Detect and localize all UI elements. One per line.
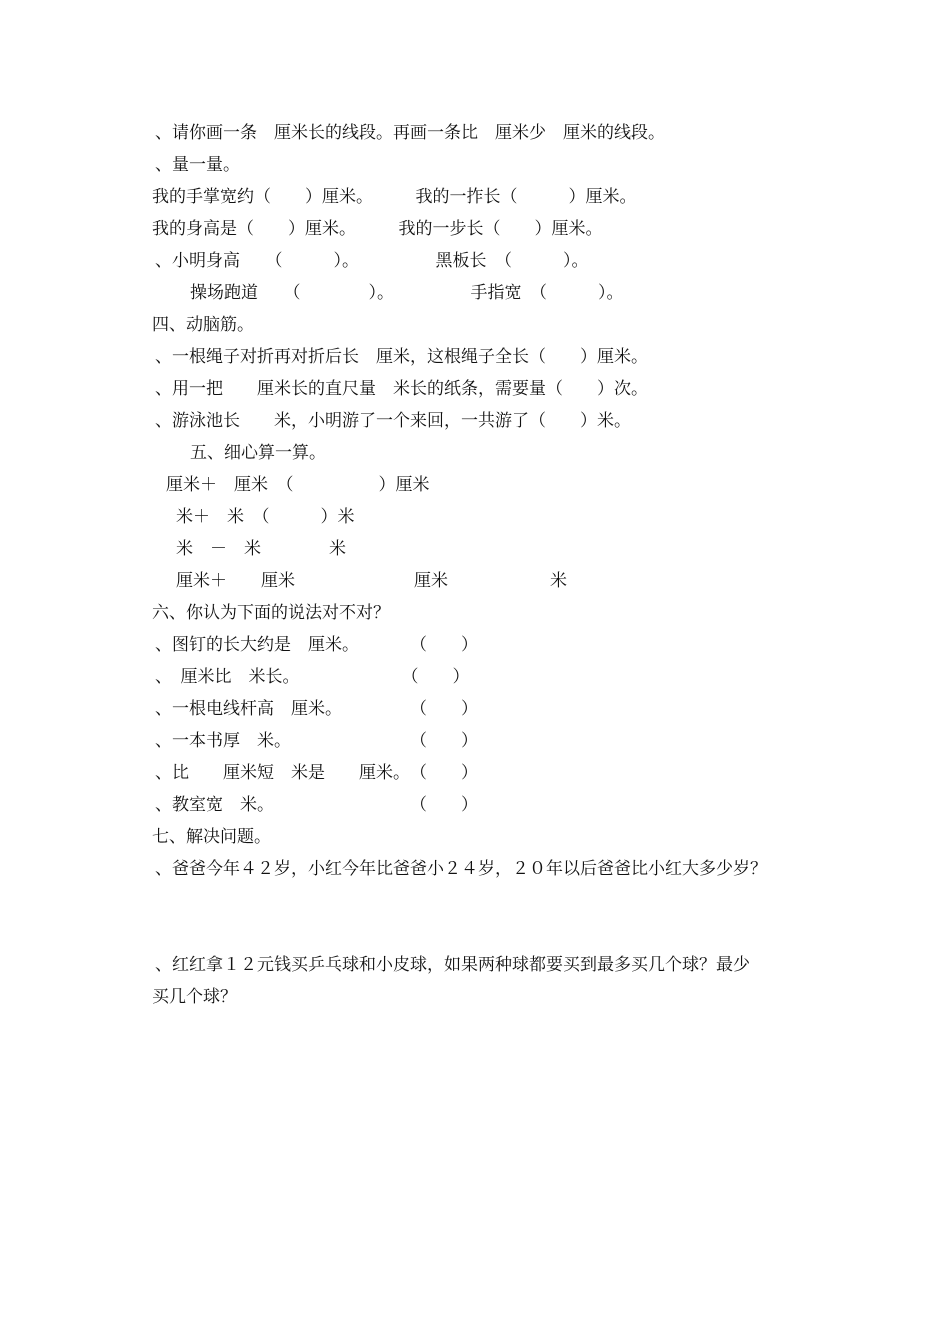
q-measure-heading: 、量一量。 bbox=[155, 155, 240, 175]
brain-q-ruler: 、用一把 厘米长的直尺量 米长的纸条，需要量（ ）次。 bbox=[155, 379, 648, 399]
section-four-heading: 四、动脑筋。 bbox=[152, 315, 254, 335]
judge-item-3: 、一根电线杆高 厘米。 （ ） bbox=[155, 699, 478, 719]
section-six-heading: 六、你认为下面的说法对不对？ bbox=[152, 603, 390, 623]
judge-item-4: 、一本书厚 米。 （ ） bbox=[155, 731, 478, 751]
brain-q-pool: 、游泳池长 米，小明游了一个来回，一共游了（ ）米。 bbox=[155, 411, 631, 431]
problem-balls: 、红红拿１２元钱买乒乓球和小皮球，如果两种球都要买到最多买几个球？最少 bbox=[155, 955, 750, 975]
calc-row-1: 厘米＋ 厘米 （ ）厘米 bbox=[166, 475, 430, 495]
calc-row-3: 米 － 米 米 bbox=[176, 539, 346, 559]
q-draw-line-segments: 、请你画一条 厘米长的线段。再画一条比 厘米少 厘米的线段。 bbox=[155, 123, 665, 143]
judge-item-6: 、教室宽 米。 （ ） bbox=[155, 795, 478, 815]
brain-q-rope: 、一根绳子对折再对折后长 厘米，这根绳子全长（ ）厘米。 bbox=[155, 347, 648, 367]
section-five-heading: 五、细心算一算。 bbox=[190, 443, 326, 463]
problem-balls-cont: 买几个球？ bbox=[152, 987, 237, 1007]
unit-fill-row-2: 操场跑道 （ ）。 手指宽 （ ）。 bbox=[190, 283, 624, 303]
judge-item-5: 、比 厘米短 米是 厘米。 （ ） bbox=[155, 763, 478, 783]
measure-row-height-step: 我的身高是（ ）厘米。 我的一步长（ ）厘米。 bbox=[152, 219, 603, 239]
problem-age: 、爸爸今年４２岁，小红今年比爸爸小２４岁，２０年以后爸爸比小红大多少岁？ bbox=[155, 859, 767, 879]
measure-row-hand-span: 我的手掌宽约（ ）厘米。 我的一拃长（ ）厘米。 bbox=[152, 187, 637, 207]
judge-item-2: 、 厘米比 米长。 （ ） bbox=[155, 667, 470, 687]
calc-row-4: 厘米＋ 厘米 厘米 米 bbox=[176, 571, 567, 591]
calc-row-2: 米＋ 米 （ ）米 bbox=[176, 507, 355, 527]
section-seven-heading: 七、解决问题。 bbox=[152, 827, 271, 847]
unit-fill-row-1: 、小明身高 （ ）。 黑板长 （ ）。 bbox=[155, 251, 589, 271]
judge-item-1: 、图钉的长大约是 厘米。 （ ） bbox=[155, 635, 478, 655]
